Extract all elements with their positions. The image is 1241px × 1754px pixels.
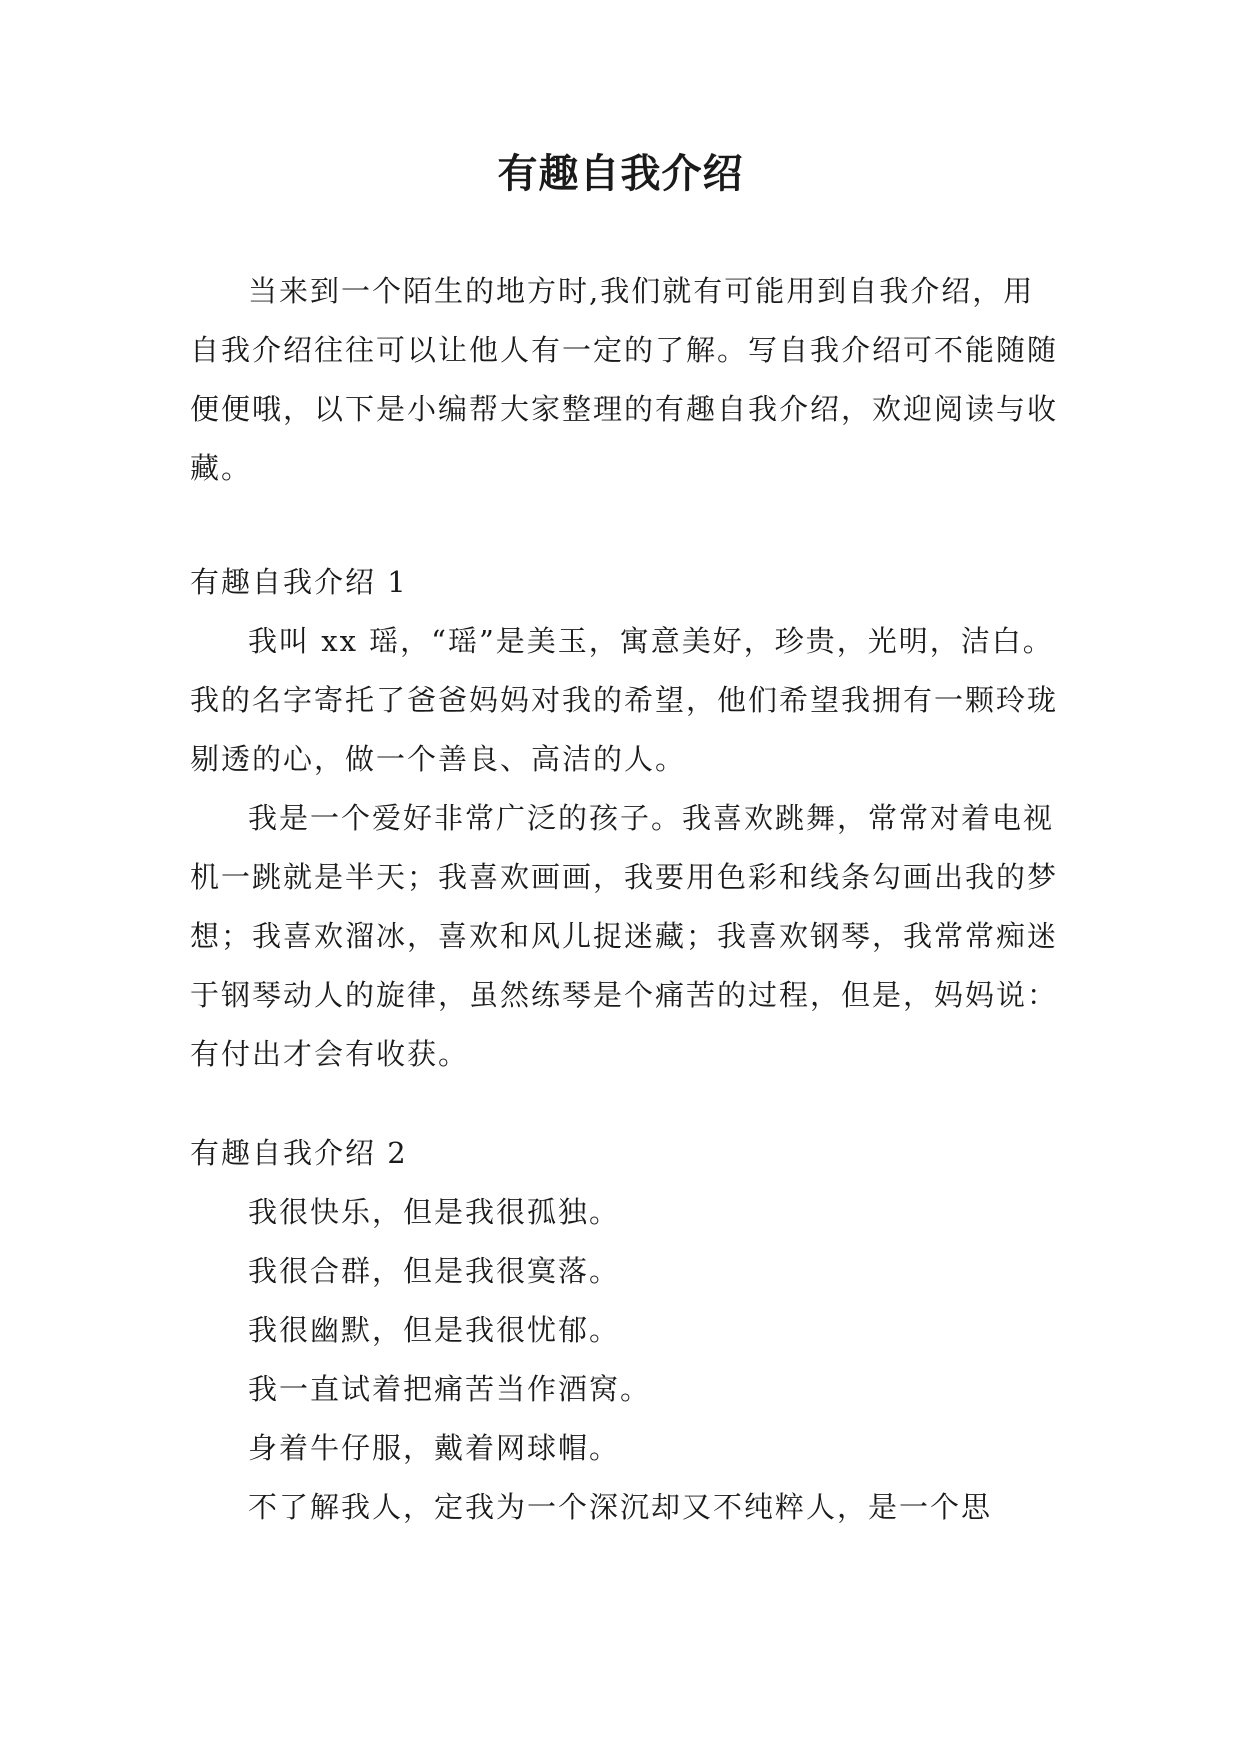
- section-2-line: 身着牛仔服，戴着网球帽。: [248, 1431, 621, 1465]
- section-2-line: 我一直试着把痛苦当作酒窝。: [248, 1372, 652, 1406]
- document-body: [190, 262, 1060, 1537]
- section-2-line: 我很幽默，但是我很忧郁。: [248, 1313, 621, 1347]
- section-heading-2: 有趣自我介绍 2: [190, 1136, 408, 1170]
- document-title: 有趣自我介绍: [497, 150, 744, 197]
- section-2-line: 我很合群，但是我很寞落。: [248, 1254, 621, 1288]
- section-spacer: [190, 1084, 1060, 1124]
- section-heading-1: 有趣自我介绍 1: [190, 565, 408, 599]
- section-2-line: 我很快乐，但是我很孤独。: [248, 1195, 621, 1229]
- section-spacer: [190, 498, 1060, 553]
- section-2-line: 不了解我人，定我为一个深沉却又不纯粹人，是一个思: [248, 1490, 993, 1524]
- section-1-paragraph: 我叫 xx 瑶，“瑶”是美玉，寓意美好，珍贵，光明，洁白。我的名字寄托了爸爸妈妈对我的希望，他们希望我拥有一颗玲珑剔透的心，做一个善良、高洁的人。: [190, 624, 1059, 776]
- intro-paragraph: 当来到一个陌生的地方时,我们就有可能用到自我介绍，用自我介绍往往可以让他人有一定的了解。写自我介绍可不能随随便便哦，以下是小编帮大家整理的有趣自我介绍，欢迎阅读与收藏。: [190, 274, 1059, 485]
- section-1-paragraph: 我是一个爱好非常广泛的孩子。我喜欢跳舞，常常对着电视机一跳就是半天；我喜欢画画，我要用色彩和线条勾画出我的梦想；我喜欢溜冰，喜欢和风儿捉迷藏；我喜欢钢琴，我常常痴迷于钢琴动人的旋律，虽然练琴是个痛苦的过程，但是，妈妈说：有付出才会有收获。: [190, 801, 1059, 1071]
